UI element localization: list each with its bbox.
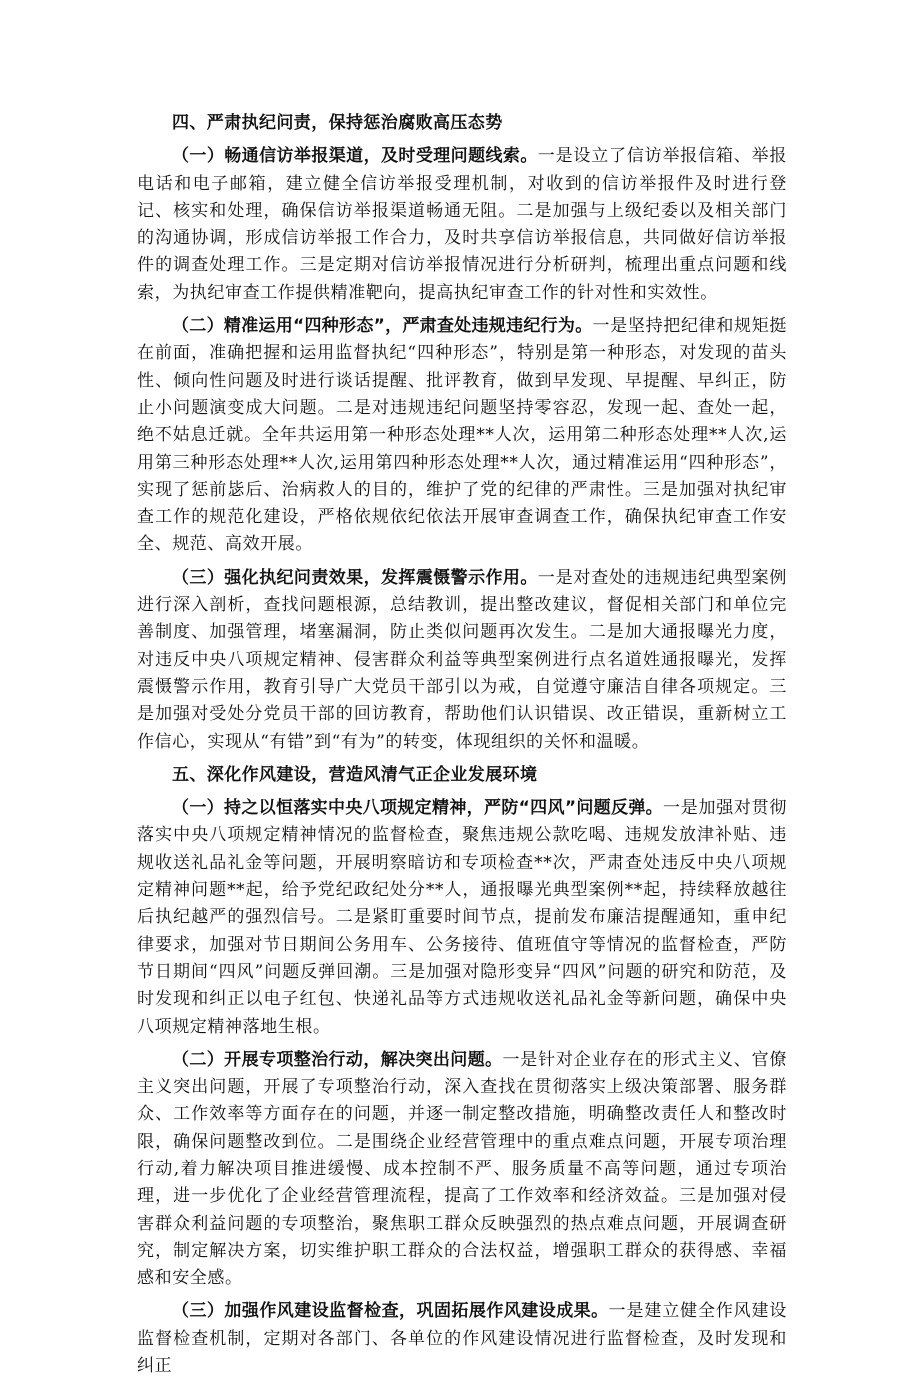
section-heading-5: 五、深化作风建设，营造风清气正企业发展环境 bbox=[172, 764, 538, 785]
paragraph-lead: （二）开展专项整治行动，解决突出问题。 bbox=[172, 1049, 503, 1070]
paragraph-lead: （一）持之以恒落实中央八项规定精神，严防“四风”问题反弹。 bbox=[172, 798, 663, 819]
document-body bbox=[137, 110, 787, 1380]
paragraph bbox=[137, 313, 787, 559]
paragraph-body: 一是建立健全作风建设监督检查机制，定期对各部门、各单位的作风建设情况进行监督检查，及时发现和纠正 bbox=[137, 1301, 788, 1377]
paragraph bbox=[137, 1298, 787, 1380]
paragraph-body: 一是设立了信访举报信箱、举报电话和电子邮箱，建立健全信访举报受理机制，对收到的信访举报件及时进行登记、核实和处理，确保信访举报渠道畅通无阻。二是加强与上级纪委以及相关部门的沟通协调，形成信访举报工作合力，及时共享信访举报信息，共同做好信访举报件的调查处理工作。三是定期对信访举报情况进行分析研判，梳理出重点问题和线索，为执纪审查工作提供精准靶向，提高执纪审查工作的针对性和实效性。 bbox=[137, 146, 787, 303]
paragraph-body: 一是坚持把纪律和规矩挺在前面，准确把握和运用监督执纪“四种形态”，特别是第一种形态，对发现的苗头性、倾向性问题及时进行谈话提醒、批评教育，做到早发现、早提醒、早纠正，防止小问题演变成大问题。二是对违规违纪问题坚持零容忍，发现一起、查处一起，绝不姑息迁就。全年共运用第一种形态处理**人次，运用第二种形态处理**人次,运用第三种形态处理**人次,运用第四种形态处理**人次，通过精准运用“四种形态”，实现了惩前毖后、治病救人的目的，维护了党的纪律的严肃性。三是加强对执纪审查工作的规范化建设，严格依规依纪依法开展审查调查工作，确保执纪审查工作安全、规范、高效开展。 bbox=[137, 316, 787, 555]
paragraph bbox=[137, 1047, 787, 1293]
paragraph-lead: （二）精准运用“四种形态”，严肃查处违规违纪行为。 bbox=[172, 316, 593, 337]
section-heading-4: 四、严肃执纪问责，保持惩治腐败高压态势 bbox=[172, 113, 503, 133]
paragraph bbox=[137, 565, 787, 756]
paragraph-lead: （三）加强作风建设监督检查，巩固拓展作风建设成果。 bbox=[172, 1301, 609, 1322]
paragraph-body: 一是对查处的违规违纪典型案例进行深入剖析，查找问题根源，总结教训，提出整改建议，督促相关部门和单位完善制度、加强管理，堵塞漏洞，防止类似问题再次发生。二是加大通报曝光力度，对违反中央八项规定精神、侵害群众利益等典型案例进行点名道姓通报曝光，发挥震慑警示作用，教育引导广大党员干部引以为戒，自觉遵守廉洁自律各项规定。三是加强对受处分党员干部的回访教育，帮助他们认识错误、改正错误，重新树立工作信心，实现从“有错”到“有为”的转变，体现组织的关怀和温暖。 bbox=[137, 567, 787, 752]
paragraph bbox=[137, 795, 787, 1041]
paragraph bbox=[137, 143, 787, 307]
paragraph-body: 一是针对企业存在的形式主义、官僚主义突出问题，开展了专项整治行动，深入查找在贯彻落实上级决策部署、服务群众、工作效率等方面存在的问题，并逐一制定整改措施，明确整改责任人和整改时限，确保问题整改到位。二是围绕企业经营管理中的重点难点问题，开展专项治理行动,着力解决项目推进缓慢、成本控制不严、服务质量不高等问题，通过专项治理，进一步优化了企业经营管理流程，提高了工作效率和经济效益。三是加强对侵害群众利益问题的专项整治，聚焦职工群众反映强烈的热点难点问题，开展调查研究，制定解决方案，切实维护职工群众的合法权益，增强职工群众的获得感、幸福感和安全感。 bbox=[137, 1049, 787, 1289]
paragraph-body: 一是加强对贯彻落实中央八项规定精神情况的监督检查，聚焦违规公款吃喝、违规发放津补贴、违规收送礼品礼金等问题，开展明察暗访和专项检查**次，严肃查处违反中央八项规定精神问题**起，给予党纪政纪处分**人，通报曝光典型案例**起，持续释放越往后执纪越严的强烈信号。二是紧盯重要时间节点，提前发布廉洁提醒通知，重申纪律要求，加强对节日期间公务用车、公务接待、值班值守等情况的监督检查，严防节日期间“四风”问题反弹回潮。三是加强对隐形变异“四风”问题的研究和防范，及时发现和纠正以电子红包、快递礼品等方式违规收送礼品礼金等新问题，确保中央八项规定精神落地生根。 bbox=[137, 798, 787, 1037]
paragraph-lead: （一）畅通信访举报渠道，及时受理问题线索。 bbox=[172, 146, 538, 167]
paragraph-lead: （三）强化执纪问责效果，发挥震慑警示作用。 bbox=[172, 567, 538, 588]
